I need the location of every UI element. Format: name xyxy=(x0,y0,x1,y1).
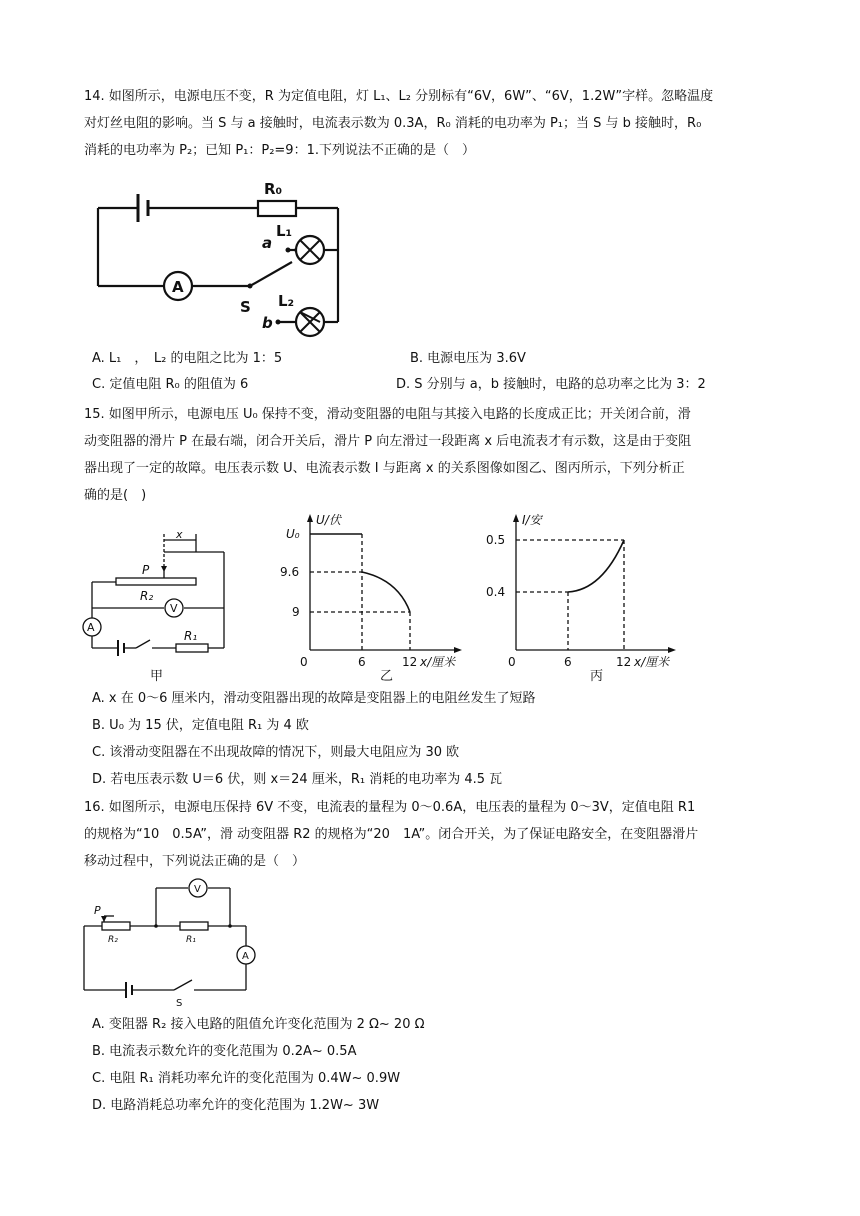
q14-line-3: 消耗的电功率为 P₂；已知 P₁：P₂=9：1.下列说法不正确的是（ ） xyxy=(84,143,475,158)
q14-option-a: A. L₁ ， L₂ 的电阻之比为 1：5 xyxy=(92,351,283,366)
q16-circuit-diagram xyxy=(80,878,270,1008)
q15-yi-xlabel: x/厘米 xyxy=(420,655,456,669)
q14-label-b: b xyxy=(262,314,273,332)
q15-option-c: C. 该滑动变阻器在不出现故障的情况下，则最大电阻应为 30 欧 xyxy=(92,745,460,760)
q15-option-a: A. x 在 0～6 厘米内，滑动变阻器出现的故障是变阻器上的电阻丝发生了短路 xyxy=(92,691,536,706)
q15-jia-label-a: A xyxy=(87,621,95,634)
q16-label-p: P xyxy=(94,904,101,917)
q15-bing-xtick-6: 6 xyxy=(564,655,572,669)
q14-stem xyxy=(84,83,784,164)
q15-yi-ytick-9: 9 xyxy=(292,605,300,619)
q15-yi-xtick-12: 12 xyxy=(402,655,418,669)
q16-line-2: 的规格为“10 0.5A”，滑 动变阻器 R2 的规格为“20 1A”。闭合开关，为了保证电路安全，在变阻器滑片 xyxy=(84,827,699,842)
q15-figure-yi-graph xyxy=(280,510,470,684)
q16-option-d: D. 电路消耗总功率允许的变化范围为 1.2W~ 3W xyxy=(92,1098,380,1113)
q14-option-b: B. 电源电压为 3.6V xyxy=(410,351,526,366)
q16-label-s: S xyxy=(176,998,183,1009)
q16-option-c: C. 电阻 R₁ 消耗功率允许的变化范围为 0.4W~ 0.9W xyxy=(92,1071,401,1086)
q16-label-v: V xyxy=(194,884,201,895)
q14-option-c: C. 定值电阻 R₀ 的阻值为 6 xyxy=(92,377,249,392)
q15-figure-bing-graph xyxy=(484,510,684,684)
q15-jia-label-r2: R₂ xyxy=(140,589,154,603)
q15-line-4: 确的是( ) xyxy=(84,488,147,503)
q14-circuit-diagram xyxy=(88,178,388,348)
q14-label-s: S xyxy=(240,298,251,316)
q15-jia-label-x: x xyxy=(176,528,183,541)
q15-option-d: D. 若电压表示数 U＝6 伏，则 x＝24 厘米，R₁ 消耗的电功率为 4.5 瓦 xyxy=(92,772,503,787)
q15-yi-xtick-0: 0 xyxy=(300,655,308,669)
q15-bing-ytick-0-5: 0.5 xyxy=(486,533,506,547)
q16-option-b: B. 电流表示数允许的变化范围为 0.2A~ 0.5A xyxy=(92,1044,357,1059)
q15-jia-label-p: P xyxy=(142,563,150,577)
q15-yi-ytick-9-6: 9.6 xyxy=(280,565,300,579)
q15-line-2: 动变阻器的滑片 P 在最右端，闭合开关后，滑片 P 向左滑过一段距离 x 后电流表才有示数，这是由于变阻 xyxy=(84,434,692,449)
q14-option-d: D. S 分别与 a，b 接触时，电路的总功率之比为 3：2 xyxy=(396,377,706,392)
q14-line-2: 对灯丝电阻的影响。当 S 与 a 接触时，电流表示数为 0.3A，R₀ 消耗的电功率为 P₁；当 S 与 b 接触时，R₀ xyxy=(84,116,702,131)
q15-stem xyxy=(84,401,784,509)
q15-bing-ylabel: I/安 xyxy=(522,513,542,527)
q16-option-a: A. 变阻器 R₂ 接入电路的阻值允许变化范围为 2 Ω~ 20 Ω xyxy=(92,1017,425,1032)
q14-label-r0: R₀ xyxy=(264,180,283,198)
q16-label-r1: R₁ xyxy=(186,935,196,945)
q16-stem xyxy=(84,794,784,875)
q15-yi-ylabel: U/伏 xyxy=(316,513,341,527)
q15-yi-xtick-6: 6 xyxy=(358,655,366,669)
q15-bing-ytick-0-4: 0.4 xyxy=(486,585,506,599)
q15-option-b: B. U₀ 为 15 伏，定值电阻 R₁ 为 4 欧 xyxy=(92,718,309,733)
q15-bing-xtick-12: 12 xyxy=(616,655,632,669)
q15-jia-label-r1: R₁ xyxy=(184,629,198,643)
q16-line-3: 移动过程中，下列说法正确的是（ ） xyxy=(84,854,306,869)
q15-figure-jia-circuit xyxy=(76,528,236,688)
q16-line-1: 16. 如图所示，电源电压保持 6V 不变，电流表的量程为 0～0.6A，电压表的量程为 0～3V，定值电阻 R1 xyxy=(84,800,696,815)
q15-bing-caption: 丙 xyxy=(590,669,604,684)
q15-jia-caption: 甲 xyxy=(150,669,164,684)
q14-ammeter-label: A xyxy=(172,278,184,296)
q15-yi-ytick-u0: U₀ xyxy=(286,527,300,541)
q15-bing-xtick-0: 0 xyxy=(508,655,516,669)
q16-label-r2: R₂ xyxy=(108,935,118,945)
q15-jia-label-v: V xyxy=(170,602,178,615)
q16-label-a: A xyxy=(242,951,249,962)
q14-label-l2: L₂ xyxy=(278,292,295,310)
q14-line-1: 14. 如图所示，电源电压不变，R 为定值电阻，灯 L₁、L₂ 分别标有“6V，6W”、“6V，1.2W”字样。忽略温度 xyxy=(84,89,714,104)
q15-line-3: 器出现了一定的故障。电压表示数 U、电流表示数 I 与距离 x 的关系图像如图乙、图丙所示，下列分析正 xyxy=(84,461,685,476)
q14-label-l1: L₁ xyxy=(276,222,293,240)
q15-bing-xlabel: x/厘米 xyxy=(634,655,670,669)
q14-label-a: a xyxy=(262,234,273,252)
q15-line-1: 15. 如图甲所示，电源电压 U₀ 保持不变，滑动变阻器的电阻与其接入电路的长度成正比；开关闭合前，滑 xyxy=(84,407,691,422)
q15-yi-caption: 乙 xyxy=(380,669,394,684)
